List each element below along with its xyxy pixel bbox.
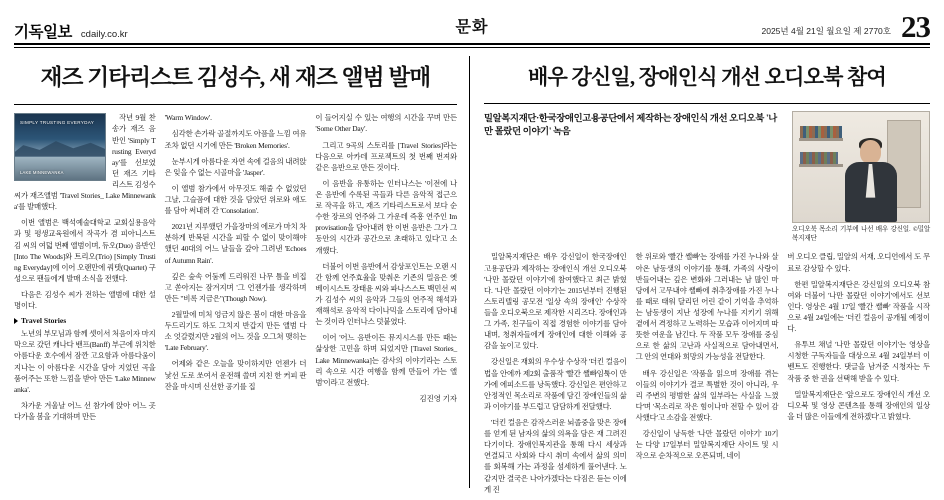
right-lead-paragraph: 밀알복지재단·한국장애인고용공단에서 제작하는 장애인식 개선 오디오북 '나만 몰랐던 이야기' 녹음 (484, 113, 777, 138)
paragraph: 'Warm Window'. (164, 113, 212, 123)
right-headline: 배우 강신일, 장애인식 개선 오디오북 참여 (528, 64, 886, 89)
paragraph: 한 위로와 '빨간 쌜빠'는 장애를 가진 누나와 살아온 남동생의 이야기를 통해, 가족의 사랑이 반들어내는 깊은 변화와 그러내는 남 많인 마당에서 고무내야 쌜빠에 취추장애를 가진 누나를 때로 태워 달리던 어린 같이 기억을 추억하는 남동생이 지난 성장에 누나를 지키기 위해 곁에서 격정하고 노력하는 모습과 이어지며 따뜻한 여운을 남긴다. 두 작품 모두 장애를 중심으로 한 삶의 고난과 사실적으로 담아내면서, 그 안의 연대와 희망의 가능성을 전달한다. (635, 252, 779, 362)
paragraph: 버 오디오 클립, 밀알의 서재, 오디언에서 도 무료로 감상할 수 있다. (787, 252, 931, 273)
left-headline-rule (14, 104, 457, 105)
photo-shelf-lower (799, 164, 843, 167)
paragraph: 눈부시게 아름다운 자연 속에 걸음의 내려앉은 잊을 수 없는 시골마을 'Jasper'. (164, 156, 307, 177)
section-title: 문화 (455, 19, 489, 36)
right-top-block (484, 111, 930, 244)
paragraph: 밀알복지재단은 '앞으로도 장애인식 개선 오디오북 및 영상 콘텐츠를 통해 장애인의 일상을 더 많은 이들에게 전하겠다'고 밝혔다. (787, 389, 931, 421)
left-byline: 김진영 기자 (419, 393, 458, 403)
left-subhead-label: Travel Stories (21, 316, 67, 326)
paragraph: 이 음반을 유통하는 인터나스는 '이전에 나온 음반에 수록된 곡들과 다른 음악적 접근으로 작곡을 하고, 재즈 기타리스트로서 보다 순수한 장르의 연주와 그 가운데 즉흥 연주인 Improvisation을 담아내려 한 이번 음반은 그가 그동안의 시간과 공간으로 초래하고 있다'고 소개했다. (315, 178, 458, 255)
photo-shelf-upper (799, 138, 843, 141)
photo-person-head (860, 140, 881, 164)
paragraph: 이 들어지실 수 있는 여행의 시간을 꾸며 만든 'Some Other Day'. (315, 113, 458, 134)
left-col-2 (165, 112, 307, 427)
paragraph: 어제와 같은 오늘을 맞이하지만 언젠가 더 낯선 도로 쏘여서 운전해 쓸며 지친 한 커피 판잔을 마시며 신선한 공기를 집 (164, 359, 307, 391)
paragraph: 다음은 김성수 씨가 전하는 앨범에 대한 설명이다. (14, 290, 156, 311)
photo-books-upper (800, 126, 842, 138)
article-audiobook (470, 48, 931, 494)
album-mountain-shape (14, 137, 106, 157)
triangle-bullet-icon (14, 318, 18, 324)
paragraph: 이 앨범 참가에서 아무것도 해줄 수 없었던 그날, 그슬픔에 대한 것을 담았던 위로와 애도를 담아 써내려 간 'Consolation'. (164, 183, 307, 216)
right-col-2 (636, 251, 779, 499)
paragraph: 2월말에 미처 엉금지 않은 봄이 대한 마음을 두드리기도 하도 그치지 반갑지 만든 앨범 다소 엇갈렸지만 2월의 어느 것을 오그쳐 맺히는 'Late February'. (164, 310, 307, 353)
left-columns (14, 112, 457, 427)
album-lake-shape (15, 157, 105, 181)
masthead (14, 8, 930, 42)
right-col-1 (484, 251, 627, 499)
paragraph: 깊은 숲속 어둠께 드리워진 나무 틈을 비집고 쏟아지는 잠겨지며 '그 언젠가를 생각하며 만든 "비록 지금은"(Though Now). (164, 271, 307, 303)
right-col-3 (787, 251, 930, 499)
paragraph: 노년의 부모님과 함께 셋이서 처음이자 마지막으로 갔던 캐나다 밴프(Banff) 부근에 위치한 아름다운 호수에서 잠깐 고요함과 아름다움이 지나는 이 아름다운 시간을 담아 지었던 곡을 품어주는 또한 느낌을 받아 만든 'Lake Minnewanka'. (14, 329, 156, 394)
paragraph: 이번 앨범은 백석예술대학교 교회실용음악과 및 평생교육원에서 작곡가 겸 피아니스트 김 씨의 여덟 번째 앨범이며, 듀오(Duo) 음반인 [Into The Woods]와 트리오(Trio) [Simply Trusting Everyday]에 이어 오랜만에 쿼텟(Quartet) 구성으로 팬들에게 발매 소식을 전했다. (14, 218, 156, 283)
paragraph: 이어 '어느 음반이든 뮤지시스를 만든 때는 삶상한 고민을 하며 되었지만 [Travel Stories_ Lake Minnewanka]는 감사의 이야기라는 스토리 속으로 시간 여행을 함께 만들어 가는 앨범'이라고 전했다. (315, 333, 458, 387)
article-jazz-guitarist (14, 48, 469, 488)
paragraph: 강신일이 낭독한 '나만 몰랐던 이야기' 10기는 다양 17일부터 밀알복지재단 사이트 및 시작으로 순차적으로 오픈되며, 네이 (635, 429, 779, 461)
photo-books-lower (800, 152, 838, 164)
paper-name: 기독일보 (14, 23, 72, 41)
left-col-1 (14, 112, 156, 427)
paragraph: 밀알복지재단은 배우 강신일이 한국장애인고용공단과 제작하는 장애인식 개선 오디오북 '나만 몰랐던 이야기'에 참여했다고 최근 밝혔다. '나만 몰랐던 이야기'는 2015년부터 진행된 스토리텔링 공모전 '일상 속의 장애인' 수상작들을 오디오북으로 제작한 시리즈다. 장애인과 그 가족, 친구들이 직접 경험한 이야기를 담아내며, 청취자들에게 장애인에 대한 이해와 공감을 높이고 있다. (484, 252, 627, 351)
paragraph: 그리고 9곡의 스토리를 [Travel Stories]라는 다음으로 아카데 프로젝트의 첫 번째 번져와 같은 음반으로 만든 것이다. (315, 140, 458, 172)
right-columns (484, 251, 930, 499)
left-headline: 재즈 기타리스트 김성수, 새 재즈 앨범 발매 (40, 64, 431, 90)
actor-photo (792, 111, 930, 223)
album-cover-image (14, 113, 106, 181)
masthead-rule-thick (14, 43, 930, 45)
album-cover-title: SIMPLY TRUSTING EVERYDAY (20, 120, 95, 126)
paragraph: 차가운 겨울날 어느 선 참가에 앉아 어느 곳 다가올 봄을 기대하며 만든 (14, 400, 156, 421)
stories-container (14, 48, 931, 494)
paragraph: 작년 9월 찬송가 재즈 음반인 'Simply Trusting Everyday'를 선보였던 재즈 기타리스트 김성수 씨가 재즈앨범 'Travel Stories_ Lake Minnewanka'를 발매했다. (14, 113, 156, 212)
photo-caption: 오디오북 목소리 기부에 나선 배우 강신일. ©밀알복지재단 (792, 225, 930, 242)
paragraph: 심각한 손가락 골절까지도 아픔을 느낌 여유조차 없던 시기에 만든 'Broken Memories'. (164, 129, 307, 150)
paragraph: 더불어 이번 음반에서 감상포인트는 오랜 시간 함께 연주효율을 맞춰온 기존의 밀음은 옛 베이시스트 장태윤 씨와 파나스스트 백민선 씨가 김성수 씨의 음악과 그들의 연주적 해석과 재해석로 음악적 다이나믹을 스토리에 담아내는 것이라 인터나스 덧붙였다. (315, 261, 458, 327)
album-cover-subtitle: LAKE MINNEWANKA (20, 170, 64, 176)
paper-url[interactable]: cdaily.co.kr (80, 28, 128, 40)
paragraph: 2021년 지루했던 가을장마의 에로가 마치 차분하게 반복된 시간을 피할 수 없이 맞이해야 했던 40대의 어느 날들을 갚아 그려낸 'Echoes of Autumn Rain'. (164, 222, 307, 265)
paragraph: 배우 강신일은 '작품을 읽으며 장애를 겪는 이들의 이야기가 결코 특별한 것이 아니라, 우리 주변의 평범한 삶의 일부라는 사실을 느꼈다'며 '목소리로 작은 힘이나마 전할 수 있어 감사했다'고 소감을 전했다. (635, 368, 779, 422)
right-photo-block (792, 111, 930, 244)
issue-info: 2025년 4월 21일 월요일 제 2770호 (761, 26, 891, 36)
right-headline-rule (484, 103, 930, 104)
page-number: 23 (901, 8, 930, 44)
paragraph: 한편 밀알복지재단은 강신일의 오디오북 참여와 더불어 '나만 몰랐던 이야기'에서도 선보인다. 영상은 4월 17일 '빨간 쌜빠' 작품을 시작으로 4월 24일에는 '더킨 컬음이 공개될 예정이다. (787, 279, 931, 334)
paragraph: 강신일은 재회의 우수상 수상작 '더킨 컬음이법을 안에까 제2회 출품작 '빨간 쌜빠임툭이 만가에 에피소드를 낭독했다. 강신일은 편안하고 안정적인 목소리로 작품에 담긴 장애인들의 삶과 이야기를 부드럽고 담담하게 전달했다. (484, 357, 627, 411)
left-col-3 (315, 112, 457, 427)
paragraph: '더킨 컬음은 감작스러운 뇌졸중을 맞은 장애를 얻게 된 남자의 삶의 의욕을 담은 재 그려진다기이다. 장애인복지관을 통해 다시 세상과 연결되고 사회와 다시 취미 속에서 삶의 의미를 회복해 가는 과정을 섬세하게 풀어낸다. 노같지만 결국은 나아가겠다는 다짐은 듣는 이에게 진 (484, 417, 627, 494)
paragraph: 유투브 채널 '나만 몰랐던 이야기'는 영상을 시청한 구독자들을 대상으로 4월 24일부터 이벤트도 진행한다. 댓글을 남겨준 시청자는 두 작품 중 한 권을 선택해 받을 수 있다. (787, 340, 931, 383)
left-subhead (14, 316, 156, 325)
photo-person (843, 140, 899, 222)
